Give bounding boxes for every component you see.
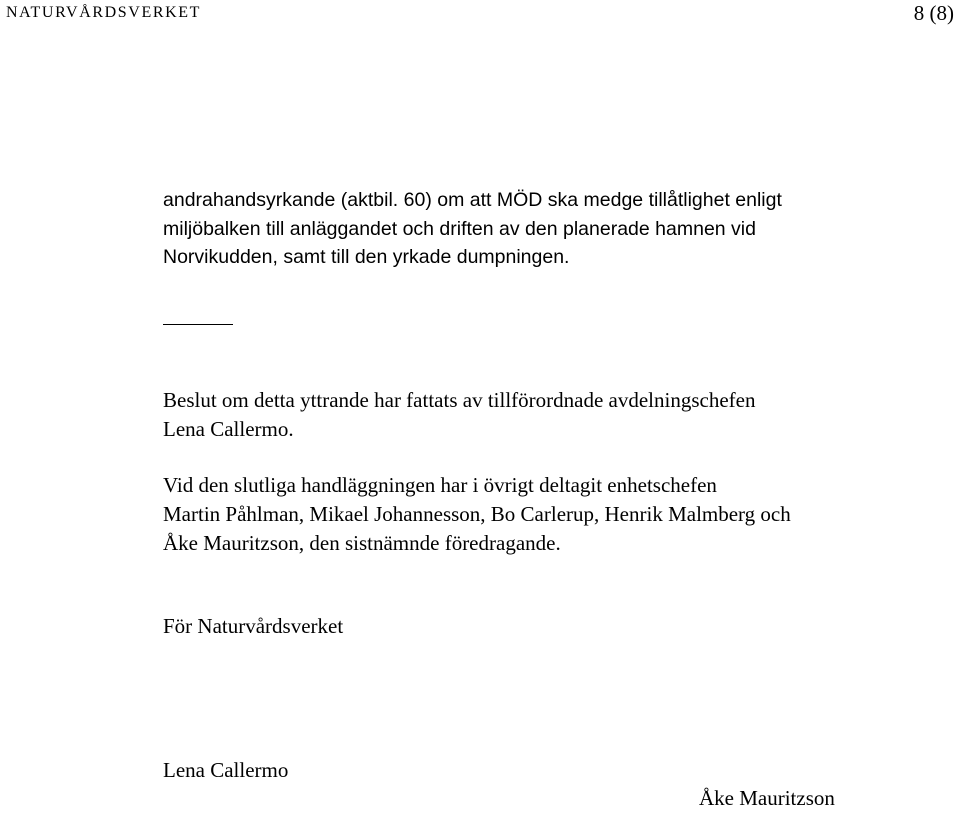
separator-rule bbox=[163, 324, 233, 325]
paragraph-line: Åke Mauritzson, den sistnämnde föredragande. bbox=[163, 531, 561, 555]
signature-name-right: Åke Mauritzson bbox=[699, 786, 835, 810]
paragraph-line: Beslut om detta yttrande har fattats av tillförordnade avdelningschefen bbox=[163, 388, 756, 412]
paragraph-decision bbox=[163, 386, 755, 444]
paragraph-appeal bbox=[163, 186, 782, 272]
header-page-number: 8 (8) bbox=[913, 1, 954, 25]
signature-name-left: Lena Callermo bbox=[163, 758, 289, 782]
paragraph-line: Norvikudden, samt till den yrkade dumpningen. bbox=[163, 246, 570, 268]
paragraph-line: Lena Callermo. bbox=[163, 417, 294, 441]
header-organization: NATURVÅRDSVERKET bbox=[6, 4, 201, 21]
paragraph-participants bbox=[163, 471, 791, 558]
paragraph-line: Vid den slutliga handläggningen har i övrigt deltagit enhetschefen bbox=[163, 473, 717, 497]
signature-on-behalf-of: För Naturvårdsverket bbox=[163, 614, 344, 638]
paragraph-line: andrahandsyrkande (aktbil. 60) om att MÖD ska medge tillåtlighet enligt bbox=[163, 189, 782, 211]
paragraph-line: miljöbalken till anläggandet och driften av den planerade hamnen vid bbox=[163, 217, 756, 240]
paragraph-line: Martin Påhlman, Mikael Johannesson, Bo Carlerup, Henrik Malmberg och bbox=[163, 502, 791, 526]
